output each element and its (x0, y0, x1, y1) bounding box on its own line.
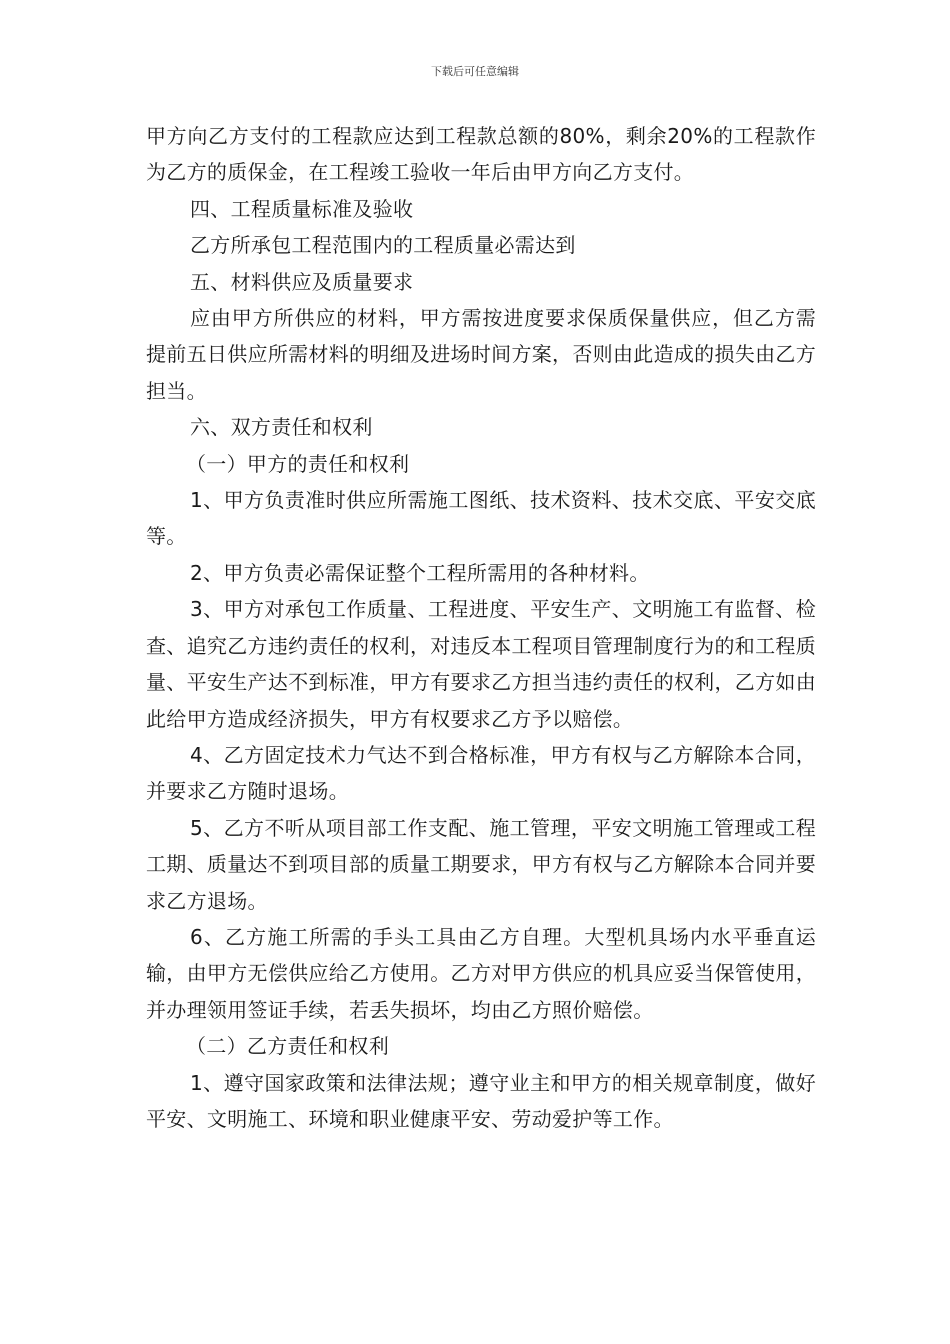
clause-a-4: 4、乙方固定技术力气达不到合格标准，甲方有权与乙方解除本合同，并要求乙方随时退场。 (146, 742, 816, 804)
document-body (146, 118, 816, 1137)
subheading-party-a: （一）甲方的责任和权利 (186, 451, 410, 476)
clause-b-1: 1、遵守国家政策和法律法规；遵守业主和甲方的相关规章制度，做好平安、文明施工、环境和职业健康平安、劳动爱护等工作。 (146, 1070, 816, 1131)
clause-a-6: 6、乙方施工所需的手头工具由乙方自理。大型机具场内水平垂直运输，由甲方无偿供应给乙方使用。乙方对甲方供应的机具应妥当保管使用，并办理领用签证手续，若丢失损坏，均由乙方照价赔偿。 (146, 924, 816, 1022)
heading-quality-standard: 四、工程质量标准及验收 (190, 196, 414, 221)
clause-a-2: 2、甲方负责必需保证整个工程所需用的各种材料。 (190, 560, 650, 585)
page-header: 下载后可任意编辑 (431, 65, 519, 78)
clause-a-1: 1、甲方负责准时供应所需施工图纸、技术资料、技术交底、平安交底等。 (146, 488, 816, 549)
heading-responsibilities: 六、双方责任和权利 (190, 415, 373, 440)
clause-a-3: 3、甲方对承包工作质量、工程进度、平安生产、文明施工有监督、检查、追究乙方违约责任的权利，对违反本工程项目管理制度行为的和工程质量、平安生产达不到标准，甲方有要求乙方担当违约责任的权利，乙方如由此给甲方造成经济损失，甲方有权要求乙方予以赔偿。 (146, 597, 816, 731)
paragraph-payment-continuation: 甲方向乙方支付的工程款应达到工程款总额的80%，剩余20%的工程款作为乙方的质保金，在工程竣工验收一年后由甲方向乙方支付。 (146, 124, 816, 185)
heading-material-supply: 五、材料供应及质量要求 (190, 269, 414, 294)
paragraph-material-supply: 应由甲方所供应的材料，甲方需按进度要求保质保量供应，但乙方需提前五日供应所需材料的明细及进场时间方案，否则由此造成的损失由乙方担当。 (146, 306, 816, 403)
subheading-party-b: （二）乙方责任和权利 (186, 1034, 389, 1059)
clause-a-5: 5、乙方不听从项目部工作支配、施工管理，平安文明施工管理或工程工期、质量达不到项目部的质量工期要求，甲方有权与乙方解除本合同并要求乙方退场。 (146, 815, 816, 913)
paragraph-quality-requirement: 乙方所承包工程范围内的工程质量必需达到 (190, 233, 576, 258)
